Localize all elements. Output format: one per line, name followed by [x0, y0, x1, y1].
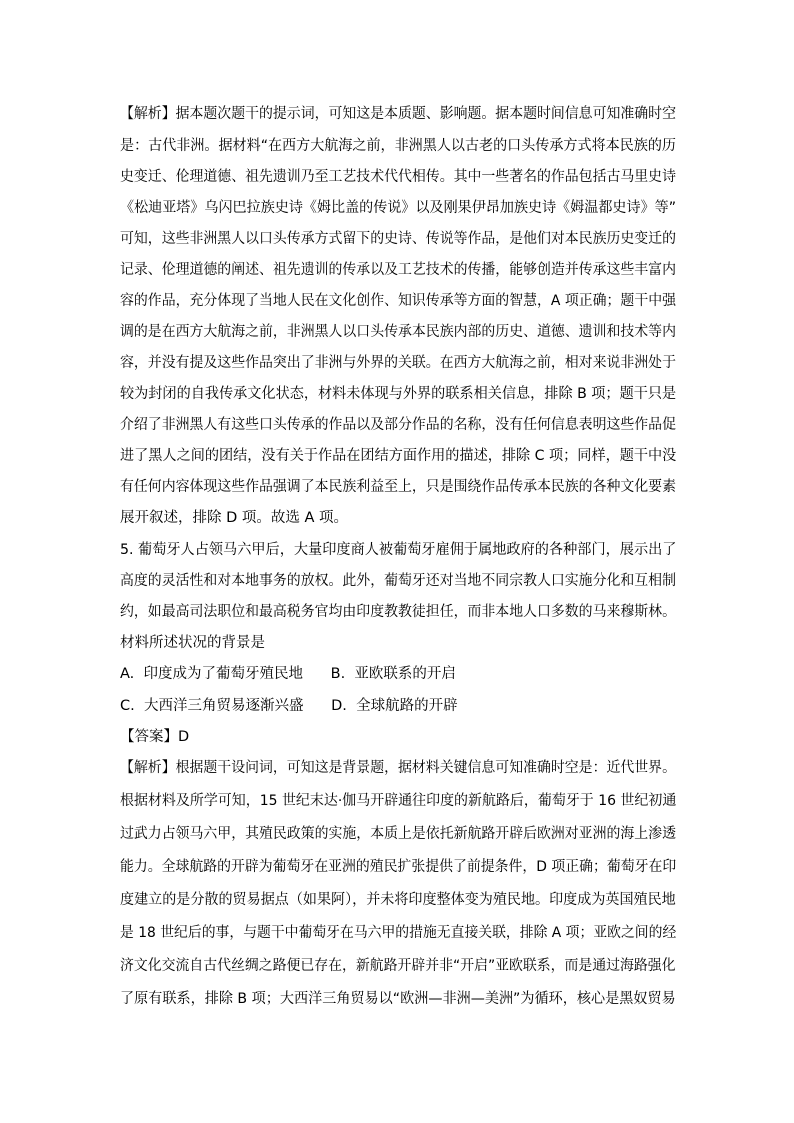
question-stem-line: 5. 葡萄牙人占领马六甲后，大量印度商人被葡萄牙雇佣于属地政府的各种部门，展示出了 [120, 542, 677, 558]
question-stem-line: 高度的灵活性和对本地事务的放权。此外，葡萄牙还对当地不同宗教人口实施分化和互相制 [120, 573, 676, 589]
analysis-line: 较为封闭的自我传承文化状态，材料未体现与外界的联系相关信息，排除 B 项；题干只是 [120, 386, 677, 402]
analysis-line: 调的是在西方大航海之前，非洲黑人以口头传承本民族内部的历史、道德、遗训和技术等内 [120, 324, 676, 340]
analysis-line: 根据材料及所学可知，15 世纪末达·伽马开辟通往印度的新航路后，葡萄牙于 16 世纪初通 [120, 793, 677, 809]
analysis-line: 能力。全球航路的开辟为葡萄牙在亚洲的殖民扩张提供了前提条件，D 项正确；葡萄牙在印 [120, 859, 677, 875]
option-row: A. 印度成为了葡萄牙殖民地 B. 亚欧联系的开启 [120, 666, 456, 682]
question-stem-line: 材料所述状况的背景是 [120, 635, 265, 651]
analysis-line: 可知，这些非洲黑人以口头传承方式留下的史诗、传说等作品，是他们对本民族历史变迁的 [120, 231, 676, 247]
analysis-line: 容，并没有提及这些作品突出了非洲与外界的关联。在西方大航海之前，相对来说非洲处于 [120, 355, 676, 371]
analysis-line: 【解析】据本题次题干的提示词，可知这是本质题、影响题。据本题时间信息可知准确时空 [120, 106, 676, 122]
answer-line: 【答案】D [120, 729, 190, 745]
analysis-line: 度建立的是分散的贸易据点（如果阿），并未将印度整体变为殖民地。印度成为英国殖民地 [120, 892, 676, 908]
analysis-line: 《松迪亚塔》乌闪巴拉族史诗《姆比盖的传说》以及刚果伊昂加族史诗《姆温都史诗》等” [120, 200, 676, 216]
analysis-line: 进了黑人之间的团结，没有关于作品在团结方面作用的描述，排除 C 项；同样，题干中没 [120, 448, 677, 464]
analysis-line: 过武力占领马六甲，其殖民政策的实施，本质上是依托新航路开辟后欧洲对亚洲的海上渗透 [120, 826, 676, 842]
analysis-line: 介绍了非洲黑人有这些口头传承的作品以及部分作品的名称，没有任何信息表明这些作品促 [120, 417, 676, 433]
analysis-line: 展开叙述，排除 D 项。故选 A 项。 [120, 510, 349, 526]
analysis-line: 是：古代非洲。据材料“在西方大航海之前，非洲黑人以古老的口头传承方式将本民族的历 [120, 138, 676, 154]
option-row: C. 大西洋三角贸易逐渐兴盛 D. 全球航路的开辟 [120, 698, 458, 714]
analysis-line: 记录、伦理道德的阐述、祖先遗训的传承以及工艺技术的传播，能够创造并传承这些丰富内 [120, 262, 676, 278]
analysis-line: 【解析】根据题干设问词，可知这是背景题，据材料关键信息可知准确时空是：近代世界。 [120, 760, 676, 776]
analysis-line: 容的作品，充分体现了当地人民在文化创作、知识传承等方面的智慧，A 项正确；题干中强 [120, 293, 677, 309]
analysis-line: 济文化交流自古代丝绸之路便已存在，新航路开辟并非“开启”亚欧联系，而是通过海路强化 [120, 958, 676, 974]
analysis-line: 有任何内容体现这些作品强调了本民族利益至上，只是围绕作品传承本民族的各种文化要素 [120, 479, 676, 495]
analysis-line: 是 18 世纪后的事，与题干中葡萄牙在马六甲的措施无直接关联，排除 A 项；亚欧之间的经 [120, 925, 677, 941]
analysis-line: 了原有联系，排除 B 项；大西洋三角贸易以“欧洲—非洲—美洲”为循环，核心是黑奴贸易 [120, 991, 676, 1007]
analysis-line: 史变迁、伦理道德、祖先遗训乃至工艺技术代代相传。其中一些著名的作品包括古马里史诗 [120, 169, 676, 185]
question-stem-line: 约，如最高司法职位和最高税务官均由印度教教徒担任，而非本地人口多数的马来穆斯林。 [120, 604, 676, 620]
